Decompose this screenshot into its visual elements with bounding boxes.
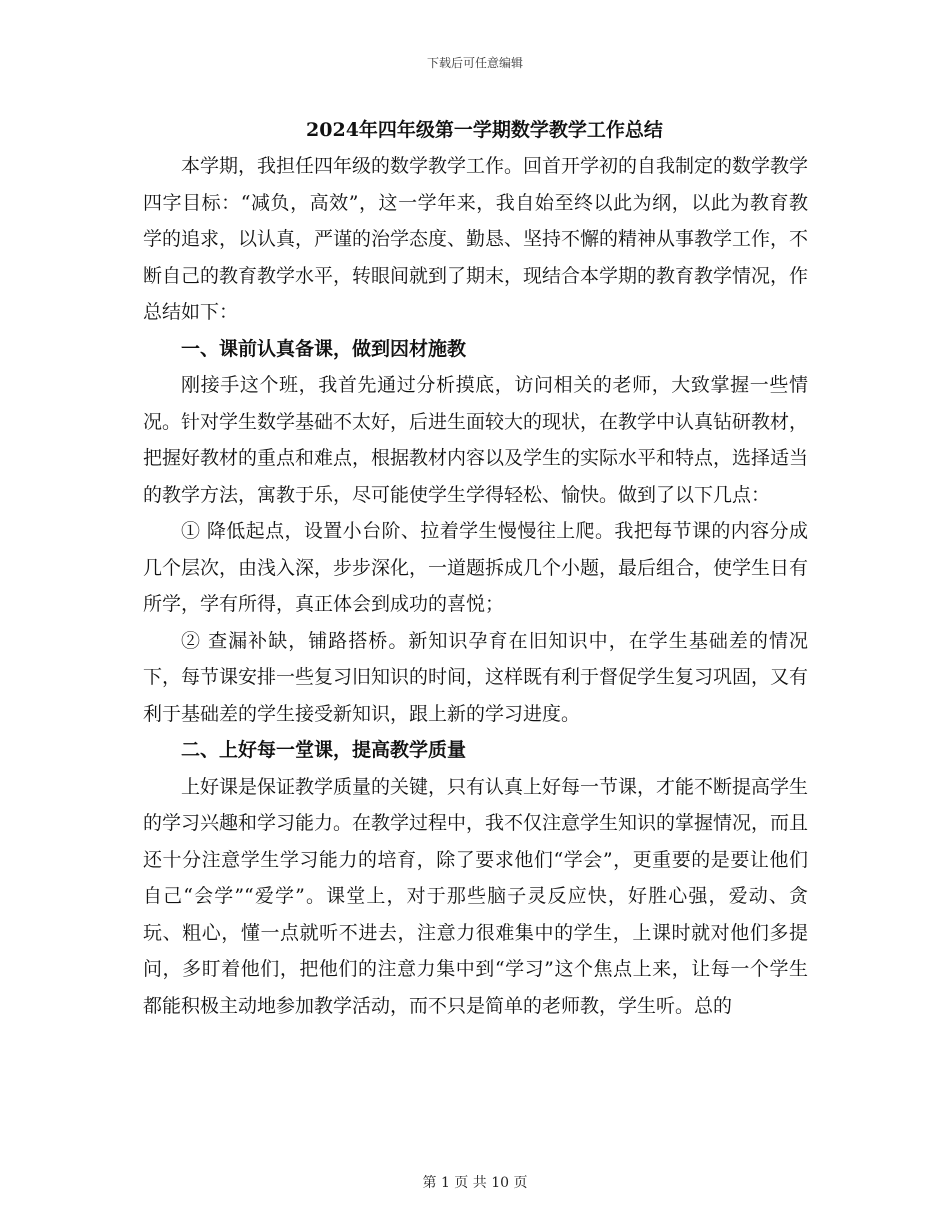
header-note: 下载后可任意编辑 bbox=[426, 56, 523, 70]
section-heading-1: 一、课前认真备课，做到因材施教 bbox=[181, 337, 467, 360]
paragraph-point-1: ① 降低起点，设置小台阶、拉着学生慢慢往上爬。我把每节课的内容分成几个层次，由浅入深，步步深化，一道题拆成几个小题，最后组合，使学生日有所学，学有所得，真正体会到成功的喜悦； bbox=[143, 520, 809, 615]
page-footer: 第 1 页 共 10 页 bbox=[422, 1175, 528, 1191]
paragraph-point-2: ② 查漏补缺，铺路搭桥。新知识孕育在旧知识中，在学生基础差的情况下，每节课安排一些复习旧知识的时间，这样既有利于督促学生复习巩固，又有利于基础差的学生接受新知识，跟上新的学习进度。 bbox=[143, 629, 809, 725]
paragraph-section2: 上好课是保证教学质量的关键，只有认真上好每一节课，才能不断提高学生的学习兴趣和学习能力。在教学过程中，我不仅注意学生知识的掌握情况，而且还十分注意学生学习能力的培育，除了要求他们“学会”，更重要的是要让他们自己“会学”“爱学”。课堂上，对于那些脑子灵反应快，好胜心强，爱动、贪玩、粗心，懂一点就听不进去，注意力很难集中的学生，上课时就对他们多提问，多盯着他们，把他们的注意力集中到“学习”这个焦点上来，让每一个学生都能积极主动地参加教学活动，而不只是简单的老师教，学生听。总的 bbox=[143, 775, 809, 1017]
paragraph-intro: 本学期，我担任四年级的数学教学工作。回首开学初的自我制定的数学教学四字目标：“减负，高效”，这一学年来，我自始至终以此为纲，以此为教育教学的追求，以认真，严谨的治学态度、勤恳、坚持不懈的精神从事教学工作，不断自己的教育教学水平，转眼间就到了期末，现结合本学期的教育教学情况，作总结如下： bbox=[143, 155, 809, 323]
section-heading-2: 二、上好每一堂课，提高教学质量 bbox=[181, 739, 467, 761]
document-title: 2024年四年级第一学期数学教学工作总结 bbox=[306, 119, 663, 141]
paragraph-section1: 刚接手这个班，我首先通过分析摸底，访问相关的老师，大致掌握一些情况。针对学生数学基础不太好，后进生面较大的现状，在教学中认真钻研教材，把握好教材的重点和难点，根据教材内容以及学生的实际水平和特点，选择适当的教学方法，寓教于乐，尽可能使学生学得轻松、愉快。做到了以下几点： bbox=[143, 374, 809, 506]
document-body bbox=[143, 112, 808, 1024]
